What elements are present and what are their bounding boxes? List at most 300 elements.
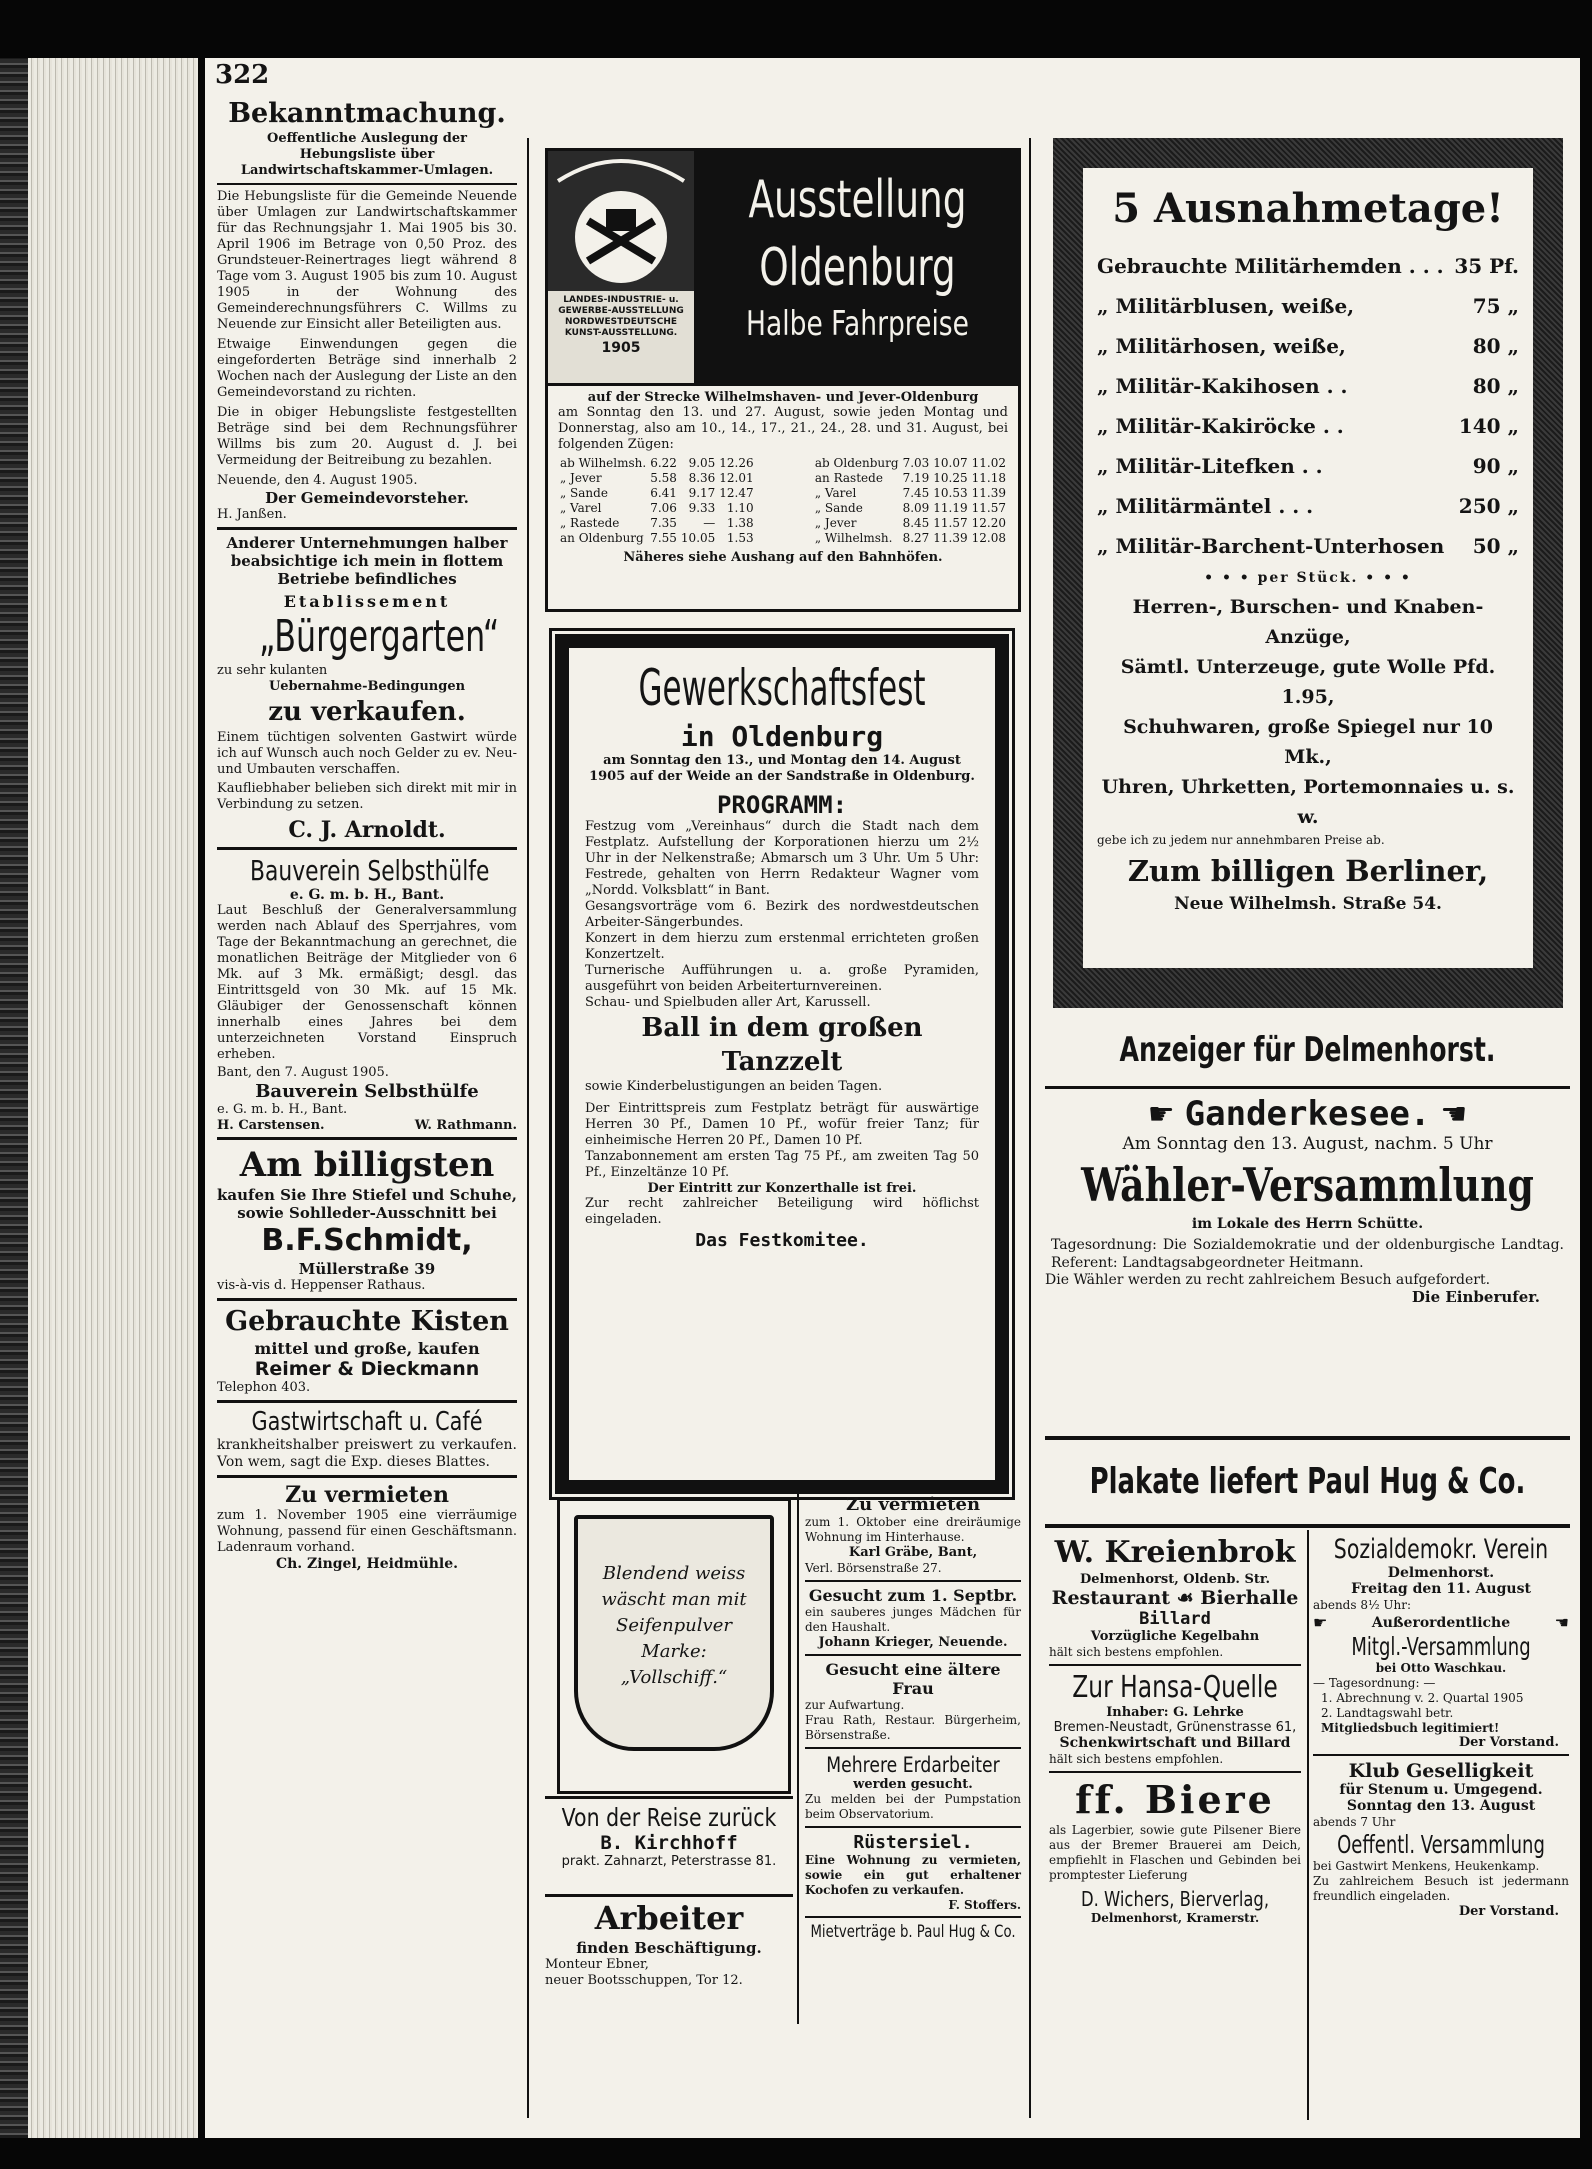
delmenhorst-left-ads (1049, 1534, 1301, 1925)
timetable-left (558, 456, 756, 546)
exhibition-text: am Sonntag den 13. und 27. August, sowie jeden Montag und Donnerstag, also am 10., 14., 17., 21., 24., 28. und 31. August, bei folgenden Zügen: (558, 405, 1008, 452)
schmidt-addr: Müllerstraße 39 (298, 1260, 436, 1278)
price-item: „ Militärmäntel . . . (1097, 494, 1314, 518)
fest-item: Schau- und Spielbuden aller Art, Karussell. (585, 995, 871, 1010)
klub-sign: Der Vorstand. (1458, 1904, 1559, 1919)
ausnahmetage-ad (1053, 138, 1563, 1008)
logo-text (548, 295, 694, 357)
price-row (1097, 446, 1519, 486)
price-unit: • • • per Stück. • • • (1204, 570, 1412, 586)
klub-text: Zu zahlreichem Besuch ist jedermann freundlich eingeladen. (1313, 1874, 1569, 1903)
gesucht-text: ein sauberes junges Mädchen für den Haushalt. (805, 1605, 1021, 1634)
time-cell: 8.09 (902, 501, 930, 515)
name: W. Rathmann. (414, 1118, 517, 1133)
bauverein-sign2: e. G. m. b. H., Bant. (217, 1102, 348, 1117)
kreienbrok-title: W. Kreienbrok (1054, 1535, 1296, 1570)
time-cell: 10.53 (933, 486, 968, 500)
sozial-sign: Der Vorstand. (1458, 1735, 1559, 1750)
gesucht1-ad (805, 1586, 1021, 1650)
vermieten2-title: Zu vermieten (845, 1494, 981, 1515)
schmidt-addr2: vis-à-vis d. Heppenser Rathaus. (217, 1278, 426, 1293)
price-item: „ Militär-Kakihosen . . (1097, 374, 1348, 398)
hansa-owner: Inhaber: G. Lehrke (1106, 1705, 1244, 1720)
time-cell: 5.58 (650, 471, 677, 485)
divider (217, 1137, 517, 1140)
name: H. Carstensen. (217, 1118, 325, 1133)
klub-place: bei Gastwirt Menkens, Heukenkamp. (1313, 1859, 1540, 1873)
sozial-agenda: — Tagesordnung: — (1313, 1676, 1436, 1690)
ausnahme-title: 5 Ausnahmetage! (1112, 185, 1504, 232)
vermieten2-text: zum 1. Oktober eine dreiräumige Wohnung im Hinterhause. (805, 1515, 1021, 1544)
time-cell: 10.07 (933, 456, 968, 470)
klub-big: Oeffentl. Versammlung (1337, 1830, 1545, 1859)
exhibition-title: Ausstellung (748, 170, 967, 230)
fest-item: Gesangsvorträge vom 6. Bezirk des nordwestdeutschen Arbeiter-Sängerbundes. (585, 899, 979, 930)
notice-paragraph: Die Hebungsliste für die Gemeinde Neuende über Umlagen zur Landwirtschaftskammer für das Rechnungsjahr 1. Mai 1905 bis 30. April 1906 im Betrage von 0,50 Proz. des Grundsteuer-Reinertrages liegt während 8 Tage vom 3. August 1905 bis zum 10. August 1905 in der Wohnung des Gemeinderechnungsführers C. Willms zu Neuende zur Einsicht aller Beteiligten aus. (217, 189, 517, 332)
ausnahme-line: Herren-, Burschen- und Knaben-Anzüge, (1132, 596, 1484, 648)
time-cell: 11.19 (933, 501, 968, 515)
kreienbrok-ad (1049, 1534, 1301, 1660)
plakate-ad (1045, 1444, 1570, 1528)
sozial-date: Freitag den 11. August (1351, 1581, 1531, 1597)
ausstellung-header (548, 151, 1018, 386)
ganderkesee-date: Am Sonntag den 13. August, nachm. 5 Uhr (1122, 1134, 1493, 1154)
ad-etab: Etablissement (283, 592, 451, 611)
kisten-tel: Telephon 403. (217, 1380, 311, 1395)
sozial-time: abends 8½ Uhr: (1313, 1598, 1412, 1612)
sozial-item: 2. Landtagswahl betr. (1321, 1706, 1454, 1720)
plakate-text: Plakate liefert Paul Hug & Co. (1089, 1461, 1526, 1502)
fest-sign: Das Festkomitee. (695, 1230, 869, 1251)
page-edges (28, 58, 198, 2138)
exhibition-footer: Näheres siehe Aushang auf den Bahnhöfen. (623, 550, 943, 565)
bauverein-text: Laut Beschluß der Generalversammlung werden nach Ablauf des Sperrjahres, vom Tage der Bekanntmachung an gerechnet, die monatlichen Beiträge der Mitglieder von 6 Mk. auf 3 Mk. ermäßigt; desgl. das Eintrittsgeld von 30 Mk. auf 15 Mk. Gläubiger der Genossenschaft können innerhalb eines Jahres bei dem unterzeichneten Vorstand Einspruch erheben. (217, 903, 517, 1062)
exhibition-title-panel (697, 151, 1018, 383)
klub-title: Klub Geselligkeit (1348, 1760, 1534, 1782)
divider (217, 527, 517, 530)
kirchhoff-title: Von der Reise zurück (561, 1803, 777, 1832)
kirchhoff-name: B. Kirchhoff (600, 1832, 738, 1854)
price-value: 90 „ (1472, 454, 1519, 478)
ganderkesee-sign: Die Einberufer. (1411, 1288, 1540, 1306)
kisten-firm: Reimer & Dieckmann (254, 1358, 480, 1380)
fest-title: Gewerkschaftsfest (638, 659, 926, 717)
fest-ball: Ball in dem großen Tanzzelt (641, 1013, 923, 1077)
bauverein-sign: Bauverein Selbsthülfe (255, 1081, 479, 1102)
timetable-row (813, 471, 1008, 486)
price-row (1097, 526, 1519, 566)
anzeiger-heading (1045, 1018, 1570, 1089)
seife-line: Marke: (641, 1641, 707, 1662)
klub-ad (1313, 1760, 1569, 1919)
kreienbrok-billard: Billard (1139, 1609, 1211, 1629)
sozial-extra: Außerordentliche (1371, 1614, 1511, 1631)
column-rule (1029, 138, 1031, 2118)
time-cell: 7.19 (902, 471, 930, 485)
time-cell: 9.33 (688, 501, 716, 515)
column-rule (527, 138, 529, 2118)
notice-paragraph: Die in obiger Hebungsliste festgestellten Beträge sind bei dem Rechnungsführer Willms bis zum 20. August d. J. bei Vermeidung der Beitreibung zu bezahlen. (217, 405, 517, 468)
price-value: 50 „ (1472, 534, 1519, 558)
bauverein-sub: e. G. m. b. H., Bant. (289, 887, 445, 903)
ruestersiel-sign: F. Stoffers. (948, 1898, 1021, 1912)
kreienbrok-kegel: Vorzügliche Kegelbahn (1090, 1629, 1260, 1644)
ganderkesee-place: im Lokale des Herrn Schütte. (1191, 1216, 1424, 1232)
time-cell: 12.47 (719, 486, 754, 500)
time-cell: 1.38 (726, 516, 754, 530)
klub-sub: für Stenum u. Umgegend. (1339, 1782, 1543, 1798)
exhibition-logo (548, 151, 697, 383)
ganderkesee-header (1045, 1094, 1570, 1134)
ad-signature: C. J. Arnoldt. (288, 817, 446, 843)
gesucht2-ad (805, 1660, 1021, 1743)
station-cell: „ Varel (814, 486, 857, 500)
bauverein-names (217, 1118, 517, 1133)
klub-date: Sonntag den 13. August (1346, 1798, 1536, 1814)
price-row (1097, 406, 1519, 446)
timetable-row (813, 501, 1008, 516)
column-rule (1307, 1530, 1309, 2120)
time-cell: 7.35 (650, 516, 677, 530)
ad-name: „Bürgergarten“ (259, 611, 500, 662)
timetable-row (558, 531, 756, 546)
schmidt-ad (217, 1144, 517, 1294)
sozial-item: Mitgliedsbuch legitimiert! (1321, 1721, 1500, 1735)
ganderkesee-big: Wähler-Versammlung (1081, 1158, 1534, 1212)
arbeiter-text: Monteur Ebner, (545, 1957, 649, 1972)
price-row (1097, 326, 1519, 366)
timetable-row (558, 516, 756, 531)
hansa-hs: hält sich bestens empfohlen. (1049, 1752, 1224, 1766)
price-value: 250 „ (1458, 494, 1519, 518)
price-row (1097, 286, 1519, 326)
station-cell: an Rastede (814, 471, 883, 485)
divider (217, 1400, 517, 1403)
arbeiter-text: neuer Bootsschuppen, Tor 12. (545, 1973, 743, 1988)
bauverein-title: Bauverein Selbsthülfe (250, 854, 490, 887)
ausstellung-ad (545, 148, 1021, 612)
time-cell: 11.02 (971, 456, 1006, 470)
schmidt-name: B.F.Schmidt, (261, 1223, 473, 1258)
fest-city: in Oldenburg (680, 720, 884, 753)
divider (217, 1298, 517, 1301)
fest-body (569, 648, 995, 1259)
kreienbrok-addr: Delmenhorst, Oldenb. Str. (1079, 1572, 1271, 1587)
time-cell: 11.18 (971, 471, 1006, 485)
price-item: „ Militär-Litefken . . (1097, 454, 1323, 478)
bekanntmachung-notice (217, 98, 517, 523)
time-cell: 8.27 (902, 531, 930, 545)
divider (217, 847, 517, 850)
divider (805, 1916, 1021, 1918)
kreienbrok-hs: hält sich bestens empfohlen. (1049, 1645, 1224, 1659)
cafe-ad (217, 1407, 517, 1471)
timetable-row (558, 501, 756, 516)
erdarbeiter-title: Mehrere Erdarbeiter (826, 1753, 1000, 1777)
notice-signature: Der Gemeindevorsteher. (265, 489, 469, 507)
ausnahme-addr: Neue Wilhelmsh. Straße 54. (1174, 894, 1442, 914)
seife-line: wäscht man mit (601, 1589, 747, 1610)
price-item: „ Militär-Kakiröcke . . (1097, 414, 1344, 438)
seife-line: „Vollschiff.“ (620, 1667, 728, 1688)
timetable (558, 456, 1008, 546)
exhibition-body (548, 386, 1018, 569)
price-value: 140 „ (1458, 414, 1519, 438)
seifenpulver-ad (557, 1498, 791, 1794)
divider (1049, 1664, 1301, 1666)
kreienbrok-rest: Restaurant ☙ Bierhalle (1051, 1587, 1299, 1609)
fest-program: PROGRAMM: (716, 791, 848, 819)
station-cell: „ Sande (814, 501, 863, 515)
ganderkesee-text: Die Wähler werden zu recht zahlreichem Besuch aufgefordert. (1045, 1272, 1491, 1288)
time-cell: 7.45 (902, 486, 930, 500)
gesucht-text: zur Aufwartung. (805, 1698, 905, 1712)
fest-item: Konzert in dem hierzu zum erstenmal errichteten großen Konzertzelt. (585, 931, 979, 962)
time-cell: 12.01 (719, 471, 754, 485)
divider (1049, 1771, 1301, 1773)
ganderkesee-ad (1045, 1094, 1570, 1440)
fest-item: Der Eintritt zur Konzerthalle ist frei. (647, 1181, 917, 1196)
seife-line: Seifenpulver (616, 1615, 732, 1636)
notice-subtitle: Oeffentliche Auslegung der Hebungsliste über Landwirtschaftskammer-Umlagen. (240, 131, 494, 178)
erdarbeiter-sub: werden gesucht. (853, 1777, 973, 1792)
divider (805, 1580, 1021, 1582)
ausnahme-line: Sämtl. Unterzeuge, gute Wolle Pfd. 1.95, (1120, 656, 1496, 708)
book-spine (0, 58, 30, 2138)
price-row (1097, 366, 1519, 406)
sozial-city: Delmenhorst. (1387, 1565, 1495, 1581)
divider (1313, 1754, 1569, 1756)
newspaper-page (205, 58, 1580, 2138)
time-cell: 6.41 (650, 486, 677, 500)
bauverein-ad (217, 854, 517, 1133)
time-cell: 12.26 (719, 456, 754, 470)
time-cell: 7.55 (650, 531, 677, 545)
ganderkesee-title: Ganderkesee. (1184, 1094, 1431, 1134)
ad-text: Einem tüchtigen solventen Gastwirt würde ich auf Wunsch auch noch Gelder zu ev. Neu- und Umbauten verschaffen. (217, 730, 517, 777)
ruestersiel-text: Eine Wohnung zu vermieten, sowie ein gut erhaltener Kochofen zu verkaufen. (805, 1853, 1021, 1897)
timetable-row (813, 531, 1008, 546)
ad-sell: zu verkaufen. (268, 697, 466, 727)
schmidt-text: kaufen Sie Ihre Stiefel und Schuhe, sowie Sohlleder-Ausschnitt bei (217, 1186, 517, 1222)
time-cell: 12.08 (971, 531, 1006, 545)
time-cell: 1.53 (726, 531, 754, 545)
logo-emblem-icon (548, 151, 694, 291)
price-row (1097, 246, 1519, 286)
hansa-addr: Bremen-Neustadt, Grünenstrasse 61, (1053, 1720, 1297, 1735)
time-cell: — (703, 516, 716, 530)
ausnahme-panel (1083, 168, 1533, 968)
station-cell: „ Rastede (560, 516, 620, 530)
fest-item: sowie Kinderbelustigungen an beiden Tagen. (585, 1079, 883, 1094)
timetable-row (813, 486, 1008, 501)
sozial-extra-row (1313, 1613, 1569, 1632)
hansa-ad (1049, 1670, 1301, 1767)
arbeiter-title: Arbeiter (594, 1899, 744, 1937)
time-cell: 1.10 (726, 501, 754, 515)
price-list (1097, 246, 1519, 566)
timetable-row (558, 456, 756, 471)
column-left (217, 98, 517, 1572)
time-cell: 11.39 (933, 531, 968, 545)
biere-name: D. Wichers, Bierverlag, (1080, 1887, 1270, 1911)
price-item: Gebrauchte Militärhemden . . . (1097, 254, 1444, 278)
logo-line: LANDES-INDUSTRIE- u. (563, 295, 679, 305)
gesucht-sign: Johann Krieger, Neuende. (818, 1635, 1008, 1650)
sozial-title: Sozialdemokr. Verein (1333, 1534, 1549, 1565)
time-cell: 9.05 (688, 456, 716, 470)
station-cell: „ Jever (560, 471, 602, 485)
price-value: 80 „ (1472, 374, 1519, 398)
vermieten-sign: Ch. Zingel, Heidmühle. (275, 1556, 459, 1572)
station-cell: an Oldenburg (560, 531, 644, 545)
gewerkschaftsfest-ad (555, 634, 1009, 1494)
arbeiter-text: finden Beschäftigung. (576, 1939, 762, 1957)
sozial-item: 1. Abrechnung v. 2. Quartal 1905 (1321, 1691, 1524, 1705)
ad-intro: Anderer Unternehmungen halber beabsichtige ich mein in flottem Betriebe befindliches (226, 534, 508, 588)
vermieten-title: Zu vermieten (285, 1482, 449, 1508)
column-rule (797, 1494, 799, 2024)
bauverein-date: Bant, den 7. August 1905. (217, 1065, 389, 1080)
time-cell: 11.57 (971, 501, 1006, 515)
ausnahme-line: Schuhwaren, große Spiegel nur 10 Mk., (1123, 716, 1493, 768)
ruestersiel-ad (805, 1832, 1021, 1912)
arbeiter-ad (545, 1894, 793, 2017)
fest-item: Tanzabonnement am ersten Tag 75 Pf., am zweiten Tag 50 Pf., Einzeltänze 10 Pf. (585, 1149, 979, 1180)
kisten-title: Gebrauchte Kisten (225, 1306, 509, 1337)
time-cell: 8.36 (688, 471, 716, 485)
logo-line: 1905 (601, 340, 641, 356)
ausnahme-line: gebe ich zu jedem nur annehmbaren Preise ab. (1097, 833, 1385, 847)
price-value: 35 Pf. (1454, 254, 1519, 278)
logo-line: GEWERBE-AUSSTELLUNG (558, 306, 684, 316)
divider (805, 1654, 1021, 1656)
vermieten2-sign: Karl Gräbe, Bant, (848, 1545, 978, 1560)
seife-text (570, 1561, 778, 1691)
logo-line: KUNST-AUSSTELLUNG. (564, 328, 678, 338)
notice-paragraph: Etwaige Einwendungen gegen die eingeforderten Beträge sind innerhalb 2 Wochen nach der Auslegung der Liste an den Gemeindevorstand zu richten. (217, 337, 517, 400)
time-cell: 10.05 (680, 531, 716, 545)
gesucht-sign: Frau Rath, Restaur. Bürgerheim, Börsenstraße. (805, 1713, 1021, 1742)
ad-cond: Uebernahme-Bedingungen (268, 679, 466, 694)
station-cell: ab Wilhelmsh. (560, 456, 647, 470)
timetable-right (813, 456, 1008, 546)
notice-title: Bekanntmachung. (228, 98, 506, 129)
pointing-hand-icon: ☚ (1440, 1096, 1468, 1132)
exhibition-title: Oldenburg (759, 238, 956, 298)
exhibition-subtitle: Halbe Fahrpreise (746, 304, 969, 344)
vermieten-text: zum 1. November 1905 eine vierräumige Wohnung, passend für einen Geschäftsmann. Ladenraum vorhand. (217, 1508, 517, 1555)
sozial-place: bei Otto Waschkau. (1375, 1661, 1507, 1675)
buergergarten-ad (217, 534, 517, 843)
biere-text: als Lagerbier, sowie gute Pilsener Biere aus der Bremer Brauerei am Deich, empfiehlt in Flaschen und Gebinden bei promptester Lieferung (1049, 1823, 1301, 1882)
page-number: 322 (215, 60, 270, 90)
pointing-hand-icon: ☛ (1147, 1096, 1175, 1132)
vermieten-ad (217, 1482, 517, 1572)
time-cell: 11.39 (971, 486, 1006, 500)
kirchhoff-ad (545, 1796, 793, 1891)
divider (805, 1747, 1021, 1749)
time-cell: 6.22 (650, 456, 677, 470)
time-cell: 9.17 (688, 486, 716, 500)
anzeiger-title: Anzeiger für Delmenhorst. (1119, 1030, 1496, 1070)
timetable-row (813, 456, 1008, 471)
time-cell: 11.57 (933, 516, 968, 530)
vermieten2-ad (805, 1494, 1021, 1576)
price-value: 75 „ (1472, 294, 1519, 318)
ganderkesee-agenda: Tagesordnung: Die Sozialdemokratie und der oldenburgische Landtag. Referent: Landtagsabgeordneter Heitmann. (1051, 1237, 1564, 1271)
price-item: „ Militärblusen, weiße, (1097, 294, 1355, 318)
pointing-hand-icon: ☛ (1313, 1613, 1328, 1632)
price-row (1097, 486, 1519, 526)
fest-item: Der Eintrittspreis zum Festplatz beträgt für auswärtige Herren 30 Pf., Damen 10 Pf., wofür freier Tanz; für einheimische Herren 20 Pf., Damen 10 Pf. (585, 1101, 979, 1148)
sozial-big: Mitgl.-Versammlung (1351, 1632, 1531, 1661)
station-cell: „ Varel (560, 501, 602, 515)
price-item: „ Militärhosen, weiße, (1097, 334, 1346, 358)
hansa-title: Zur Hansa-Quelle (1072, 1670, 1278, 1705)
exhibition-route: auf der Strecke Wilhelmshaven- und Jever-Oldenburg (587, 390, 979, 405)
divider (217, 1475, 517, 1478)
cafe-text: krankheitshalber preiswert zu verkaufen. Von wem, sagt die Exp. dieses Blattes. (217, 1437, 517, 1470)
kirchhoff-text: prakt. Zahnarzt, Peterstrasse 81. (561, 1854, 777, 1869)
erdarbeiter-text: Zu melden bei der Pumpstation beim Observatorium. (805, 1792, 1021, 1821)
ad-cond: zu sehr kulanten (217, 663, 328, 678)
fest-item: Turnerische Aufführungen u. a. große Pyramiden, ausgeführt von beiden Arbeiterturnvereinen. (585, 963, 979, 994)
biere-ad (1049, 1777, 1301, 1925)
time-cell: 12.20 (971, 516, 1006, 530)
time-cell: 7.06 (650, 501, 677, 515)
logo-line: NORDWESTDEUTSCHE (564, 317, 678, 327)
vermieten2-addr: Verl. Börsenstraße 27. (805, 1561, 942, 1575)
notice-date: Neuende, den 4. August 1905. (217, 473, 418, 488)
sozial-ad (1313, 1534, 1569, 1750)
ausnahme-name: Zum billigen Berliner, (1127, 854, 1489, 888)
station-cell: „ Jever (814, 516, 857, 530)
station-cell: ab Oldenburg (814, 456, 899, 470)
erdarbeiter-ad (805, 1753, 1021, 1822)
timetable-row (813, 516, 1008, 531)
seife-line: Blendend weiss (602, 1563, 746, 1584)
klub-time: abends 7 Uhr (1313, 1815, 1396, 1829)
biere-addr: Delmenhorst, Kramerstr. (1090, 1911, 1260, 1925)
pointing-hand-icon: ☚ (1554, 1613, 1569, 1632)
delmenhorst-right-ads (1313, 1534, 1569, 1919)
ausnahme-line: Uhren, Uhrketten, Portemonnaies u. s. w. (1101, 776, 1515, 828)
mietvertraege-ad: Mietverträge b. Paul Hug & Co. (810, 1922, 1016, 1942)
time-cell: 10.25 (933, 471, 968, 485)
fest-item: Zur recht zahlreicher Beteiligung wird höflichst eingeladen. (585, 1196, 979, 1227)
notice-name: H. Janßen. (217, 507, 287, 522)
time-cell: 7.03 (902, 456, 930, 470)
fest-date: am Sonntag den 13., und Montag den 14. August 1905 auf der Weide an der Sandstraße in Oldenburg. (589, 753, 975, 784)
timetable-row (558, 471, 756, 486)
kisten-ad (217, 1305, 517, 1396)
ad-text: Kaufliebhaber belieben sich direkt mit mir in Verbindung zu setzen. (217, 781, 517, 812)
schmidt-title: Am billigsten (239, 1145, 495, 1185)
ruestersiel-title: Rüstersiel. (853, 1832, 973, 1853)
fest-item: Festzug vom „Vereinhaus“ durch die Stadt nach dem Festplatz. Aufstellung der Korporationen hierzu um 2½ Uhr in der Nelkenstraße; Abmarsch um 3 Uhr. Um 5 Uhr: Festrede, gehalten von Herrn Redakteur Wagner vom „Nordd. Volksblatt“ in Bant. (585, 819, 979, 898)
divider (805, 1826, 1021, 1828)
cafe-title: Gastwirtschaft u. Café (251, 1407, 483, 1437)
small-ads-column (805, 1494, 1021, 1942)
divider (217, 183, 517, 185)
station-cell: „ Sande (560, 486, 608, 500)
kisten-text: mittel und große, kaufen (254, 1339, 480, 1358)
gesucht-title: Gesucht zum 1. Septbr. (808, 1586, 1018, 1605)
timetable-row (558, 486, 756, 501)
station-cell: „ Wilhelmsh. (814, 531, 893, 545)
biere-title: ff. Biere (1075, 1777, 1275, 1822)
